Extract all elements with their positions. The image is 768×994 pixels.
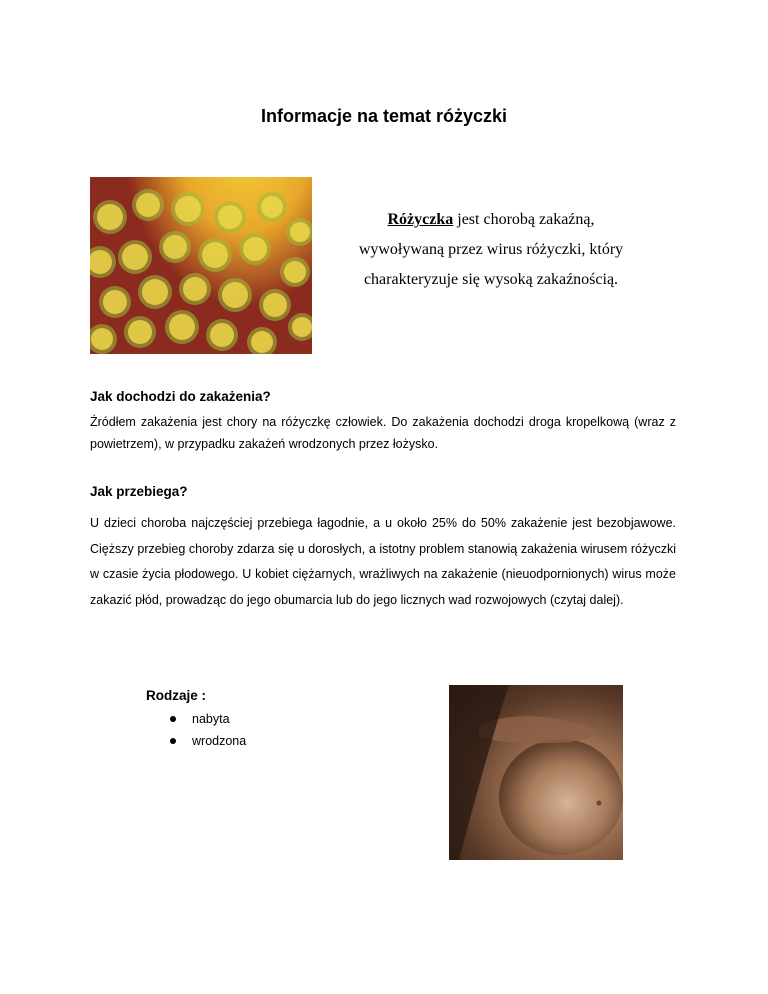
virus-cell [91, 328, 113, 350]
virus-cell [128, 320, 152, 344]
virus-cells-illustration [90, 177, 312, 354]
types-list [168, 708, 246, 752]
intro-paragraph [326, 205, 656, 295]
types-heading: Rodzaje : [146, 688, 207, 703]
section-heading-course: Jak przebiega? [90, 484, 188, 499]
virus-cell [169, 314, 195, 340]
virus-cell [202, 242, 228, 268]
shadow-shape [449, 685, 509, 860]
section-text-course: U dzieci choroba najczęściej przebiega łagodnie, a u około 25% do 50% zakażenie jest bezobjawowe. Cięższy przebieg choroby zdarza się u dorosłych, a istotny problem stanowią zakażenia wirusem różyczki w czasie życia płodowego. U kobiet ciężarnych, wrażliwych na zakażenie (nieuodpornionych) wirus może zakazić płód, prowadząc do jego obumarcia lub do jego licznych wad rozwojowych (czytaj dalej). [90, 516, 676, 607]
page-title: Informacje na temat różyczki [260, 106, 508, 126]
bullet-dot-icon [170, 716, 176, 722]
virus-cell [284, 261, 306, 283]
pregnant-woman-photo [449, 685, 623, 860]
virus-cell [261, 196, 283, 218]
intro-term: Różyczka [387, 211, 454, 228]
virus-cell [136, 193, 160, 217]
intro-line-1-rest: jest chorobą zakaźną, [453, 211, 595, 228]
virus-cell [163, 235, 187, 259]
virus-cell [222, 282, 248, 308]
virus-cell [218, 205, 242, 229]
pregnant-woman-illustration [449, 685, 623, 860]
list-item-label: wrodzona [192, 734, 247, 748]
virus-cell [263, 293, 287, 317]
intro-line-3: charakteryzuje się wysoką zakaźnością. [363, 271, 619, 288]
virus-cell [210, 323, 234, 347]
virus-cell [97, 204, 123, 230]
virus-cell [251, 331, 273, 353]
navel-shape [597, 801, 602, 806]
virus-cell [122, 244, 148, 270]
list-item [168, 730, 246, 752]
section-heading-infection: Jak dochodzi do zakażenia? [90, 389, 271, 404]
virus-cell [142, 279, 168, 305]
intro-line-1 [326, 205, 656, 235]
list-item [168, 708, 246, 730]
virus-cell [175, 196, 201, 222]
virus-cell [183, 277, 207, 301]
virus-cell [290, 222, 310, 242]
section-text-infection: Źródłem zakażenia jest chory na różyczkę człowiek. Do zakażenia dochodzi droga kropelkową (wraz z powietrzem), w przypadku zakażeń wrodzonych przez łożysko. [90, 415, 676, 451]
list-item-label: nabyta [192, 712, 230, 726]
virus-cell [243, 237, 267, 261]
bullet-dot-icon [170, 738, 176, 744]
virus-cell [292, 317, 312, 337]
virus-cell [103, 290, 127, 314]
rubella-virus-micrograph [90, 177, 312, 354]
belly-shape [499, 739, 623, 855]
intro-line-2: wywoływaną przez wirus różyczki, który [358, 241, 624, 258]
